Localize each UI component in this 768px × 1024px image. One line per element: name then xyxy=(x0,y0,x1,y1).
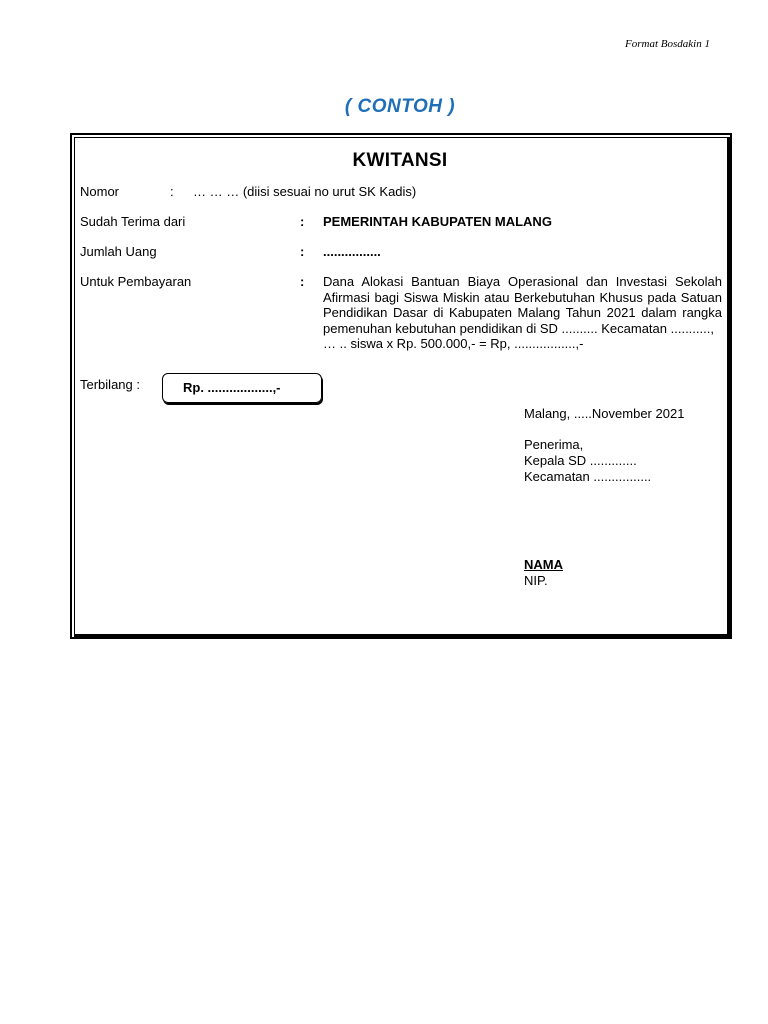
terbilang-box xyxy=(162,373,322,403)
terbilang-label: Terbilang : xyxy=(80,377,140,392)
amount-label: Jumlah Uang xyxy=(80,244,157,259)
amount-colon: : xyxy=(300,244,305,259)
payment-text: Dana Alokasi Bantuan Biaya Operasional dan Investasi Sekolah Afirmasi bagi Siswa Miskin atau Berkebutuhan Khusus pada Satuan Pendidikan Dasar di Kabupaten Malang Tahun 2021 dalam rangka pemenuhan kebutuhan pendidikan di SD .......... Kecamatan ..........., xyxy=(323,274,722,336)
payment-colon: : xyxy=(300,274,305,289)
amount-value: ................ xyxy=(323,244,381,259)
contoh-heading: ( CONTOH ) xyxy=(344,96,456,117)
payment-description xyxy=(323,274,722,352)
terbilang-value: Rp. ..................,- xyxy=(183,380,281,395)
payment-label: Untuk Pembayaran xyxy=(80,274,192,289)
format-label: Format Bosdakin 1 xyxy=(625,38,710,50)
received-from-colon: : xyxy=(300,214,305,229)
frame-shadow-bottom xyxy=(74,634,732,638)
received-from-value: PEMERINTAH KABUPATEN MALANG xyxy=(323,214,552,229)
receipt-title: KWITANSI xyxy=(352,150,448,171)
frame-shadow-right xyxy=(728,137,732,639)
receiver-role: Kepala SD ............. xyxy=(524,453,637,468)
nomor-label: Nomor xyxy=(80,184,120,199)
signer-nip: NIP. xyxy=(524,573,548,588)
payment-calculation: … .. siswa x Rp. 500.000,- = Rp, .................,- xyxy=(323,336,584,351)
signer-name: NAMA xyxy=(524,557,563,572)
nomor-colon: : xyxy=(170,184,174,199)
receiver-label: Penerima, xyxy=(524,437,584,452)
place-date: Malang, .....November 2021 xyxy=(524,406,685,421)
receiver-district: Kecamatan ................ xyxy=(524,469,652,484)
nomor-value: … … … (diisi sesuai no urut SK Kadis) xyxy=(193,184,417,199)
received-from-label: Sudah Terima dari xyxy=(80,214,186,229)
